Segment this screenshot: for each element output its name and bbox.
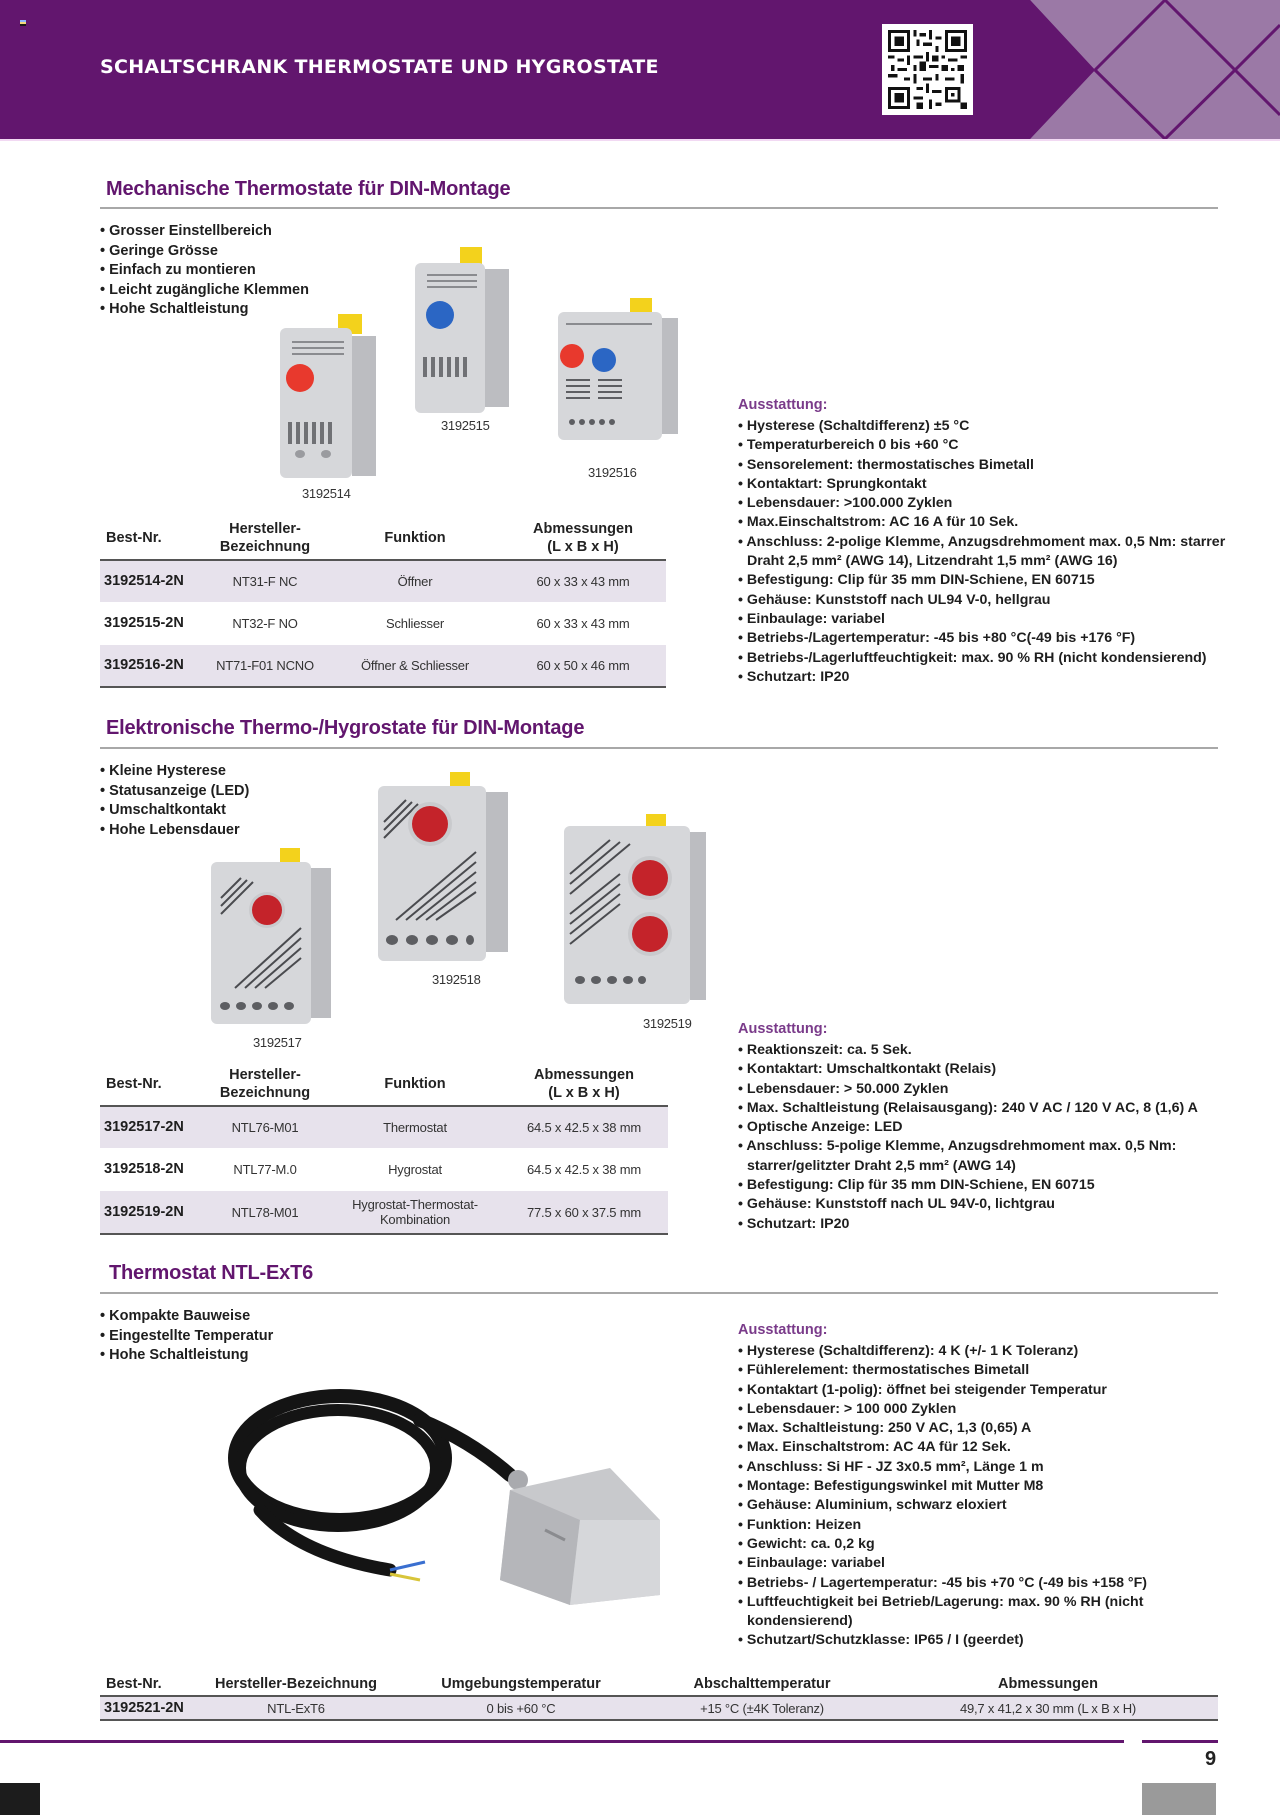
spec-item: • Betriebs- / Lagertemperatur: -45 bis +70 °C (-49 bis +158 °F) — [738, 1574, 1238, 1593]
column-header: Hersteller- Bezeichnung — [219, 520, 311, 555]
table-row — [100, 1191, 668, 1234]
spec-item: • Montage: Befestigungswinkel mit Mutter M8 — [738, 1477, 1238, 1496]
function: Hygrostat-Thermostat- Kombination — [352, 1197, 478, 1227]
table-row — [100, 560, 666, 602]
dimensions: 60 x 33 x 43 mm — [536, 574, 630, 589]
spec-item: • Sensorelement: thermostatisches Bimetall — [738, 456, 1238, 475]
section-divider — [100, 1292, 1218, 1294]
table-row — [100, 1148, 668, 1191]
feature-list-mechanical — [100, 222, 309, 320]
spec-item: • Lebensdauer: > 50.000 Zyklen — [738, 1080, 1238, 1099]
feature-item: • Kompakte Bauweise — [100, 1307, 273, 1327]
specs-heading: Ausstattung: — [738, 1322, 828, 1338]
function: Schliesser — [386, 616, 444, 631]
column-header: Abmessungen (L x B x H) — [534, 1067, 634, 1101]
section-title-electronic: Elektronische Thermo-/Hygrostate für DIN-Montage — [106, 717, 585, 739]
specs-electronic — [738, 1021, 1238, 1234]
manufacturer-designation: NTL78-M01 — [231, 1204, 299, 1220]
feature-item: • Eingestellte Temperatur — [100, 1327, 273, 1347]
specs-list — [738, 1041, 1238, 1234]
feature-item: • Umschaltkontakt — [100, 801, 249, 821]
feature-item: • Hohe Lebensdauer — [100, 821, 249, 841]
dimensions: 64.5 x 42.5 x 38 mm — [527, 1120, 641, 1135]
feature-list-ntl-ext6 — [100, 1307, 273, 1366]
spec-item: • Anschluss: Si HF - JZ 3x0.5 mm², Länge 1 m — [738, 1458, 1238, 1477]
table-row — [100, 602, 666, 645]
product-image-3192514 — [270, 312, 382, 482]
section-divider — [100, 207, 1218, 209]
spec-item: • Kontaktart: Umschaltkontakt (Relais) — [738, 1060, 1238, 1079]
ambient-temperature: 0 bis +60 °C — [486, 1700, 556, 1716]
column-header: Funktion — [384, 1076, 446, 1092]
product-caption: 3192517 — [253, 1035, 302, 1050]
spec-item: • Funktion: Heizen — [738, 1516, 1238, 1535]
header-divider — [0, 139, 1280, 141]
cutoff-temperature: +15 °C (±4K Toleranz) — [700, 1700, 824, 1716]
page-header — [0, 0, 1280, 139]
order-number: 3192518-2N — [104, 1161, 184, 1177]
product-caption: 3192518 — [432, 972, 481, 987]
dimensions: 49,7 x 41,2 x 30 mm (L x B x H) — [959, 1700, 1137, 1716]
specs-list — [738, 1342, 1238, 1651]
table-row — [100, 645, 666, 687]
dimensions: 60 x 33 x 43 mm — [536, 616, 630, 631]
column-header: Hersteller-Bezeichnung — [215, 1675, 377, 1692]
order-number: 3192515-2N — [104, 615, 184, 631]
spec-item: • Gehäuse: Kunststoff nach UL94 V-0, hellgrau — [738, 591, 1238, 610]
manufacturer-designation: NT32-F NO — [232, 616, 298, 631]
dimensions: 64.5 x 42.5 x 38 mm — [527, 1162, 641, 1177]
order-number: 3192514-2N — [104, 573, 184, 589]
spec-item: • Gehäuse: Kunststoff nach UL 94V-0, lichtgrau — [738, 1195, 1238, 1214]
page-number: 9 — [1205, 1748, 1217, 1770]
dimensions: 77.5 x 60 x 37.5 mm — [527, 1204, 641, 1220]
product-image-3192516 — [552, 296, 682, 446]
table-header-row — [100, 516, 666, 560]
feature-item: • Grosser Einstellbereich — [100, 222, 309, 242]
feature-item: • Geringe Grösse — [100, 242, 309, 262]
table-header-row — [100, 1063, 668, 1106]
spec-item: • Schutzart/Schutzklasse: IP65 / I (geerdet) — [738, 1631, 1238, 1650]
product-caption: 3192515 — [441, 418, 490, 433]
product-image-3192518 — [372, 772, 512, 964]
footer-block-dark — [0, 1783, 40, 1815]
section-divider — [100, 747, 1218, 749]
spec-item: • Schutzart: IP20 — [738, 668, 1238, 687]
order-number: 3192517-2N — [104, 1119, 184, 1135]
table-row — [100, 1106, 668, 1148]
product-table-ntl-ext6 — [100, 1672, 1218, 1721]
spec-item: • Temperaturbereich 0 bis +60 °C — [738, 436, 1238, 455]
product-image-3192517 — [205, 848, 335, 1028]
spec-item: • Reaktionszeit: ca. 5 Sek. — [738, 1041, 1238, 1060]
spec-item: • Max. Schaltleistung: 250 V AC, 1,3 (0,65) A — [738, 1419, 1238, 1438]
table-header-row — [100, 1672, 1218, 1696]
product-caption: 3192516 — [588, 465, 637, 480]
order-number: 3192519-2N — [104, 1203, 184, 1220]
spec-item: • Betriebs-/Lagerluftfeuchtigkeit: max. 90 % RH (nicht kondensierend) — [738, 649, 1238, 668]
manufacturer-designation: NT71-F01 NCNO — [216, 658, 314, 673]
table-row — [100, 1696, 1218, 1720]
color-calibration-swatch — [20, 20, 26, 28]
spec-item: • Kontaktart: Sprungkontakt — [738, 475, 1238, 494]
spec-item: • Gehäuse: Aluminium, schwarz eloxiert — [738, 1496, 1238, 1515]
product-caption: 3192514 — [302, 486, 351, 501]
footer-rule-right — [1142, 1740, 1218, 1743]
product-image-3192515 — [405, 245, 515, 415]
column-header: Umgebungstemperatur — [441, 1675, 601, 1692]
column-header: Hersteller- Bezeichnung — [219, 1067, 311, 1101]
product-caption: 3192519 — [643, 1016, 692, 1031]
feature-item: • Hohe Schaltleistung — [100, 1346, 273, 1366]
spec-item: • Anschluss: 5-polige Klemme, Anzugsdrehmoment max. 0,5 Nm: starrer/gelitzter Draht 2,5 mm² (AWG 14) — [738, 1137, 1238, 1176]
qr-code-icon[interactable] — [882, 24, 973, 115]
spec-item: • Kontaktart (1-polig): öffnet bei steigender Temperatur — [738, 1381, 1238, 1400]
footer-rule-left — [0, 1740, 1124, 1743]
spec-item: • Lebensdauer: > 100 000 Zyklen — [738, 1400, 1238, 1419]
feature-item: • Leicht zugängliche Klemmen — [100, 281, 309, 301]
footer-block-grey — [1142, 1783, 1216, 1815]
feature-item: • Statusanzeige (LED) — [100, 782, 249, 802]
spec-item: • Max. Schaltleistung (Relaisausgang): 240 V AC / 120 V AC, 8 (1,6) A — [738, 1099, 1238, 1118]
feature-item: • Einfach zu montieren — [100, 261, 309, 281]
order-number: 3192521-2N — [104, 1699, 184, 1716]
order-number: 3192516-2N — [104, 657, 184, 673]
spec-item: • Betriebs-/Lagertemperatur: -45 bis +80 °C(-49 bis +176 °F) — [738, 629, 1238, 648]
section-title-mechanical: Mechanische Thermostate für DIN-Montage — [106, 178, 511, 200]
spec-item: • Einbaulage: variabel — [738, 610, 1238, 629]
column-header: Funktion — [384, 529, 446, 546]
product-image-ntl-ext6 — [220, 1380, 670, 1610]
specs-heading: Ausstattung: — [738, 397, 828, 413]
product-table-electronic — [100, 1063, 668, 1235]
manufacturer-designation: NTL-ExT6 — [267, 1700, 325, 1716]
column-header: Best-Nr. — [106, 529, 162, 546]
manufacturer-designation: NT31-F NC — [232, 574, 298, 589]
spec-item: • Gewicht: ca. 0,2 kg — [738, 1535, 1238, 1554]
spec-item: • Luftfeuchtigkeit bei Betrieb/Lagerung: max. 90 % RH (nicht kondensierend) — [738, 1593, 1238, 1632]
dimensions: 60 x 50 x 46 mm — [536, 658, 630, 673]
specs-heading: Ausstattung: — [738, 1021, 828, 1037]
spec-item: • Fühlerelement: thermostatisches Bimetall — [738, 1361, 1238, 1380]
function: Hygrostat — [388, 1162, 442, 1177]
column-header: Abschalttemperatur — [693, 1675, 831, 1692]
specs-ntl-ext6 — [738, 1322, 1238, 1651]
section-title-ntl-ext6: Thermostat NTL-ExT6 — [109, 1262, 314, 1284]
spec-item: • Schutzart: IP20 — [738, 1215, 1238, 1234]
function: Öffner & Schliesser — [361, 658, 469, 673]
spec-item: • Optische Anzeige: LED — [738, 1118, 1238, 1137]
spec-item: • Anschluss: 2-polige Klemme, Anzugsdrehmoment max. 0,5 Nm: starrer Draht 2,5 mm² (AWG 14), Litzendraht 1,5 mm² (AWG 16) — [738, 533, 1238, 572]
function: Thermostat — [383, 1120, 447, 1135]
spec-item: • Max.Einschaltstrom: AC 16 A für 10 Sek. — [738, 513, 1238, 532]
specs-list — [738, 417, 1238, 687]
spec-item: • Befestigung: Clip für 35 mm DIN-Schiene, EN 60715 — [738, 1176, 1238, 1195]
spec-item: • Befestigung: Clip für 35 mm DIN-Schiene, EN 60715 — [738, 571, 1238, 590]
specs-mechanical — [738, 397, 1238, 687]
manufacturer-designation: NTL77-M.0 — [233, 1162, 297, 1177]
column-header: Abmessungen — [998, 1675, 1098, 1692]
manufacturer-designation: NTL76-M01 — [231, 1120, 299, 1135]
spec-item: • Hysterese (Schaltdifferenz): 4 K (+/- 1 K Toleranz) — [738, 1342, 1238, 1361]
spec-item: • Max. Einschaltstrom: AC 4A für 12 Sek. — [738, 1438, 1238, 1457]
column-header: Best-Nr. — [106, 1675, 162, 1692]
spec-item: • Lebensdauer: >100.000 Zyklen — [738, 494, 1238, 513]
spec-item: • Einbaulage: variabel — [738, 1554, 1238, 1573]
feature-item: • Kleine Hysterese — [100, 762, 249, 782]
function: Öffner — [397, 574, 433, 589]
decorative-diamond-pattern — [1020, 0, 1280, 139]
column-header: Abmessungen (L x B x H) — [533, 520, 633, 555]
feature-list-electronic — [100, 762, 249, 840]
feature-item: • Hohe Schaltleistung — [100, 300, 309, 320]
column-header: Best-Nr. — [106, 1076, 162, 1092]
spec-item: • Hysterese (Schaltdifferenz) ±5 °C — [738, 417, 1238, 436]
product-table-mechanical — [100, 516, 666, 688]
product-image-3192519 — [560, 814, 710, 1008]
page-title: SCHALTSCHRANK THERMOSTATE UND HYGROSTATE — [100, 56, 659, 78]
